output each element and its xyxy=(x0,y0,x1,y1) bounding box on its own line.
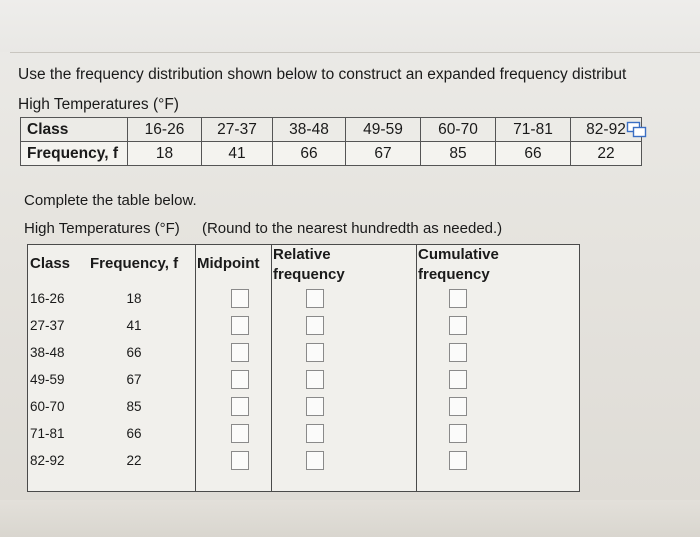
row-frequency: 18 xyxy=(126,291,142,306)
row-class: 49-59 xyxy=(30,372,65,387)
row-class: 82-92 xyxy=(30,453,65,468)
row-frequency: 41 xyxy=(126,318,142,333)
column-divider xyxy=(271,245,272,491)
relative-frequency-input[interactable] xyxy=(306,289,324,308)
header-midpoint: Midpoint xyxy=(197,255,260,272)
given-frequency: 85 xyxy=(421,142,496,166)
frequency-row-label: Frequency, f xyxy=(21,142,128,166)
midpoint-input[interactable] xyxy=(231,424,249,443)
answer-table-subtitle xyxy=(24,220,502,237)
midpoint-input[interactable] xyxy=(231,289,249,308)
row-frequency: 66 xyxy=(126,345,142,360)
given-class: 71-81 xyxy=(496,118,571,142)
instruction-text: Complete the table below. xyxy=(24,192,197,209)
bottom-edge xyxy=(0,500,700,537)
top-band xyxy=(0,0,700,52)
header-relative-frequency: frequency xyxy=(273,266,345,283)
row-frequency: 66 xyxy=(126,426,142,441)
class-row-label: Class xyxy=(21,118,128,142)
row-frequency: 85 xyxy=(126,399,142,414)
given-frequency: 18 xyxy=(128,142,202,166)
row-class: 16-26 xyxy=(30,291,65,306)
relative-frequency-input[interactable] xyxy=(306,397,324,416)
midpoint-input[interactable] xyxy=(231,316,249,335)
midpoint-input[interactable] xyxy=(231,370,249,389)
given-frequency: 66 xyxy=(496,142,571,166)
relative-frequency-input[interactable] xyxy=(306,343,324,362)
header-cumulative: Cumulative xyxy=(418,246,499,263)
given-frequency: 41 xyxy=(202,142,273,166)
given-class: 16-26 xyxy=(128,118,202,142)
row-frequency: 22 xyxy=(126,453,142,468)
relative-frequency-input[interactable] xyxy=(306,316,324,335)
cumulative-frequency-input[interactable] xyxy=(449,289,467,308)
rounding-note: (Round to the nearest hundredth as needed.) xyxy=(201,220,503,237)
row-class: 27-37 xyxy=(30,318,65,333)
cumulative-frequency-input[interactable] xyxy=(449,451,467,470)
given-class: 38-48 xyxy=(273,118,346,142)
column-divider xyxy=(416,245,417,491)
given-class: 27-37 xyxy=(202,118,273,142)
relative-frequency-input[interactable] xyxy=(306,424,324,443)
copy-icon[interactable] xyxy=(626,121,648,139)
row-class: 60-70 xyxy=(30,399,65,414)
relative-frequency-input[interactable] xyxy=(306,451,324,470)
given-frequency: 66 xyxy=(273,142,346,166)
relative-frequency-input[interactable] xyxy=(306,370,324,389)
column-divider xyxy=(195,245,196,491)
given-frequency: 67 xyxy=(346,142,421,166)
row-class: 38-48 xyxy=(30,345,65,360)
midpoint-input[interactable] xyxy=(231,451,249,470)
header-class: Class xyxy=(30,255,71,272)
given-frequency-table xyxy=(20,117,642,166)
given-class: 60-70 xyxy=(421,118,496,142)
row-class: 71-81 xyxy=(30,426,65,441)
given-class: 49-59 xyxy=(346,118,421,142)
cumulative-frequency-input[interactable] xyxy=(449,343,467,362)
midpoint-input[interactable] xyxy=(231,397,249,416)
divider xyxy=(10,52,700,53)
answer-table xyxy=(27,244,580,492)
given-table-subtitle: High Temperatures (°F) xyxy=(18,96,179,113)
header-cumulative-frequency: frequency xyxy=(418,266,490,283)
row-frequency: 67 xyxy=(126,372,142,387)
question-text: Use the frequency distribution shown below to construct an expanded frequency distribut xyxy=(18,66,627,83)
cumulative-frequency-input[interactable] xyxy=(449,370,467,389)
header-relative: Relative xyxy=(273,246,331,263)
given-frequency: 22 xyxy=(571,142,642,166)
midpoint-input[interactable] xyxy=(231,343,249,362)
header-frequency: Frequency, f xyxy=(90,255,179,272)
cumulative-frequency-input[interactable] xyxy=(449,397,467,416)
given-class: 82-92 xyxy=(571,118,642,142)
cumulative-frequency-input[interactable] xyxy=(449,316,467,335)
answer-subtitle: High Temperatures (°F) xyxy=(24,220,180,237)
cumulative-frequency-input[interactable] xyxy=(449,424,467,443)
